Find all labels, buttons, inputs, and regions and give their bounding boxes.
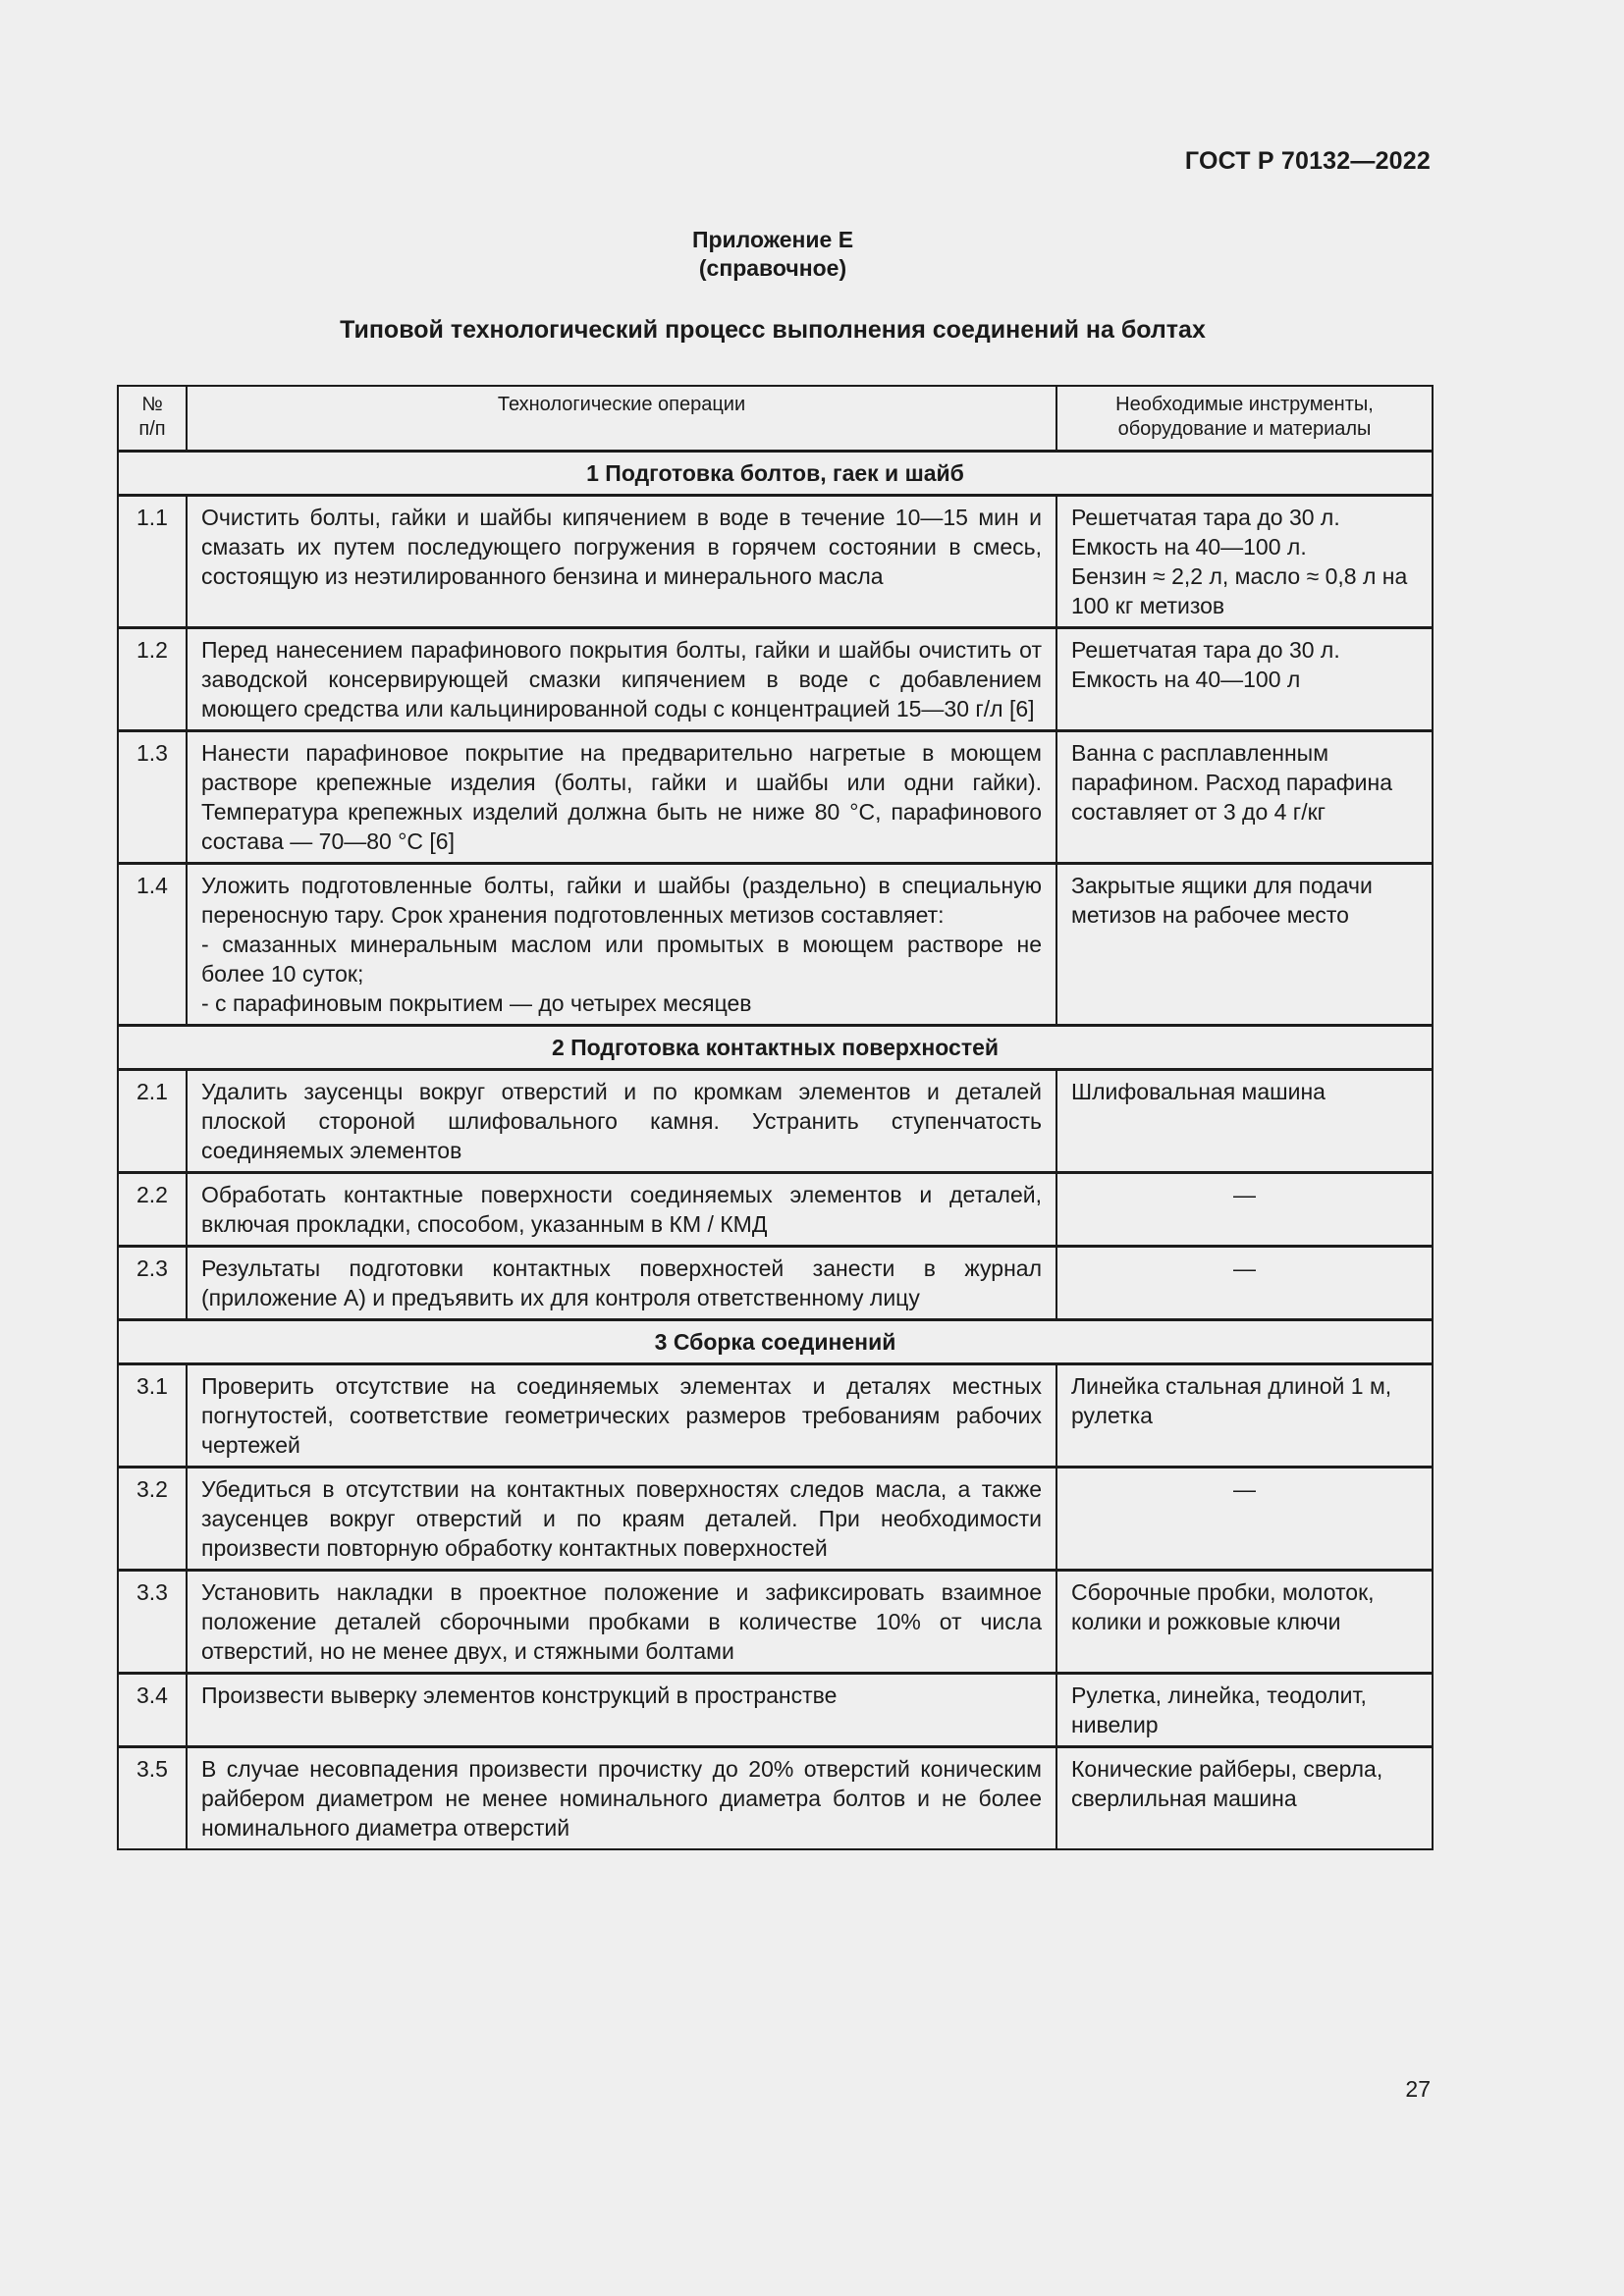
operation-cell	[187, 1468, 1056, 1571]
table-row	[118, 731, 1433, 864]
tools-text: —	[1233, 1255, 1256, 1281]
operation-text: Установить накладки в проектное положение и зафиксировать взаимное положение деталей сборочными пробками в количестве 10% от числа отверстий, но не менее двух, и стяжными болтами	[201, 1579, 1042, 1664]
table-row	[118, 628, 1433, 731]
operation-text: Перед нанесением парафинового покрытия болты, гайки и шайбы очистить от заводской консервирующей смазки кипячением в воде с добавлением моющего средства или кальцинированной соды с концентрацией 15—30 г/л [6]	[201, 637, 1042, 721]
row-number: 3.2	[118, 1468, 187, 1571]
tools-text: Закрытые ящики для подачи метизов на рабочее место	[1071, 873, 1373, 928]
tools-text: Сборочные пробки, молоток, колики и рожковые ключи	[1071, 1579, 1375, 1634]
operation-cell	[187, 1674, 1056, 1747]
section-title: 2 Подготовка контактных поверхностей	[118, 1026, 1433, 1070]
row-number: 2.1	[118, 1070, 187, 1173]
column-header-operations: Технологические операции	[187, 386, 1056, 452]
page-number: 27	[1405, 2076, 1431, 2102]
operation-cell	[187, 1247, 1056, 1320]
tools-text: Емкость на 40—100 л	[1071, 667, 1301, 692]
operation-cell	[187, 628, 1056, 731]
row-number: 3.4	[118, 1674, 187, 1747]
tools-cell	[1056, 864, 1433, 1026]
section-row	[118, 1320, 1433, 1364]
row-number: 1.4	[118, 864, 187, 1026]
column-header-tools: Необходимые инструменты, оборудование и материалы	[1056, 386, 1433, 452]
tools-cell	[1056, 1070, 1433, 1173]
table-row	[118, 496, 1433, 628]
row-number: 1.1	[118, 496, 187, 628]
tools-cell	[1056, 731, 1433, 864]
row-number: 3.1	[118, 1364, 187, 1468]
appendix-heading	[0, 226, 1545, 283]
tools-cell	[1056, 1674, 1433, 1747]
row-number: 1.3	[118, 731, 187, 864]
table-row	[118, 864, 1433, 1026]
appendix-subtitle: (справочное)	[698, 255, 847, 281]
table-row	[118, 1674, 1433, 1747]
operation-cell	[187, 1571, 1056, 1674]
operation-text: Удалить заусенцы вокруг отверстий и по кромкам элементов и деталей плоской стороной шлифовального камня. Устранить ступенчатость соединяемых элементов	[201, 1079, 1042, 1163]
operation-text: Нанести парафиновое покрытие на предварительно нагретые в моющем растворе крепежные изделия (болты, гайки и шайбы или одни гайки). Температура крепежных изделий должна быть не ниже 80 °С, парафинового состава — 70—80 °С [6]	[201, 740, 1042, 854]
column-header-num: № п/п	[118, 386, 187, 452]
tools-text: Шлифовальная машина	[1071, 1079, 1326, 1104]
table-row	[118, 1747, 1433, 1850]
tools-text: Ванна с расплавленным парафином. Расход парафина составляет от 3 до 4 г/кг	[1071, 740, 1392, 825]
document-code: ГОСТ Р 70132—2022	[1184, 147, 1431, 175]
operation-cell	[187, 1364, 1056, 1468]
row-number: 2.3	[118, 1247, 187, 1320]
row-number: 2.2	[118, 1173, 187, 1247]
operations-table	[117, 385, 1434, 1850]
section-row	[118, 1026, 1433, 1070]
table-row	[118, 1364, 1433, 1468]
row-number: 3.5	[118, 1747, 187, 1850]
operation-text: Очистить болты, гайки и шайбы кипячением в воде в течение 10—15 мин и смазать их путем последующего погружения в горячем состоянии в смесь, состоящую из неэтилированного бензина и минерального масла	[201, 505, 1042, 589]
tools-text: Решетчатая тара до 30 л.	[1071, 637, 1340, 663]
operation-text: Проверить отсутствие на соединяемых элементах и деталях местных погнутостей, соответствие геометрических размеров требованиям рабочих чертежей	[201, 1373, 1042, 1458]
section-row	[118, 452, 1433, 496]
tools-cell	[1056, 1747, 1433, 1850]
table-header-row	[118, 386, 1433, 452]
operation-text: В случае несовпадения произвести прочистку до 20% отверстий коническим райбером диаметром не менее номинального диаметра болтов и не более номинального диаметра отверстий	[201, 1756, 1042, 1841]
tools-text: Емкость на 40—100 л.	[1071, 534, 1307, 560]
table-row	[118, 1247, 1433, 1320]
table-row	[118, 1571, 1433, 1674]
tools-text: Рулетка, линейка, теодолит, нивелир	[1071, 1682, 1367, 1737]
tools-cell	[1056, 628, 1433, 731]
tools-text: —	[1233, 1182, 1256, 1207]
appendix-title: Приложение Е	[691, 227, 854, 252]
operation-cell	[187, 731, 1056, 864]
operation-cell	[187, 1173, 1056, 1247]
table-row	[118, 1468, 1433, 1571]
table-row	[118, 1173, 1433, 1247]
table-body	[118, 452, 1433, 1850]
operation-cell	[187, 864, 1056, 1026]
tools-text: Решетчатая тара до 30 л.	[1071, 505, 1340, 530]
tools-cell	[1056, 1173, 1433, 1247]
section-title: 1 Подготовка болтов, гаек и шайб	[118, 452, 1433, 496]
tools-cell	[1056, 1468, 1433, 1571]
section-title: 3 Сборка соединений	[118, 1320, 1433, 1364]
operation-cell	[187, 496, 1056, 628]
operation-cell	[187, 1070, 1056, 1173]
operation-text: Обработать контактные поверхности соединяемых элементов и деталей, включая прокладки, способом, указанным в КМ / КМД	[201, 1182, 1042, 1237]
operation-text: Уложить подготовленные болты, гайки и шайбы (раздельно) в специальную переносную тару. Срок хранения подготовленных метизов составляет:	[201, 873, 1042, 928]
operation-text: - смазанных минеральным маслом или промытых в моющем растворе не более 10 суток;	[201, 932, 1042, 987]
operation-text: Произвести выверку элементов конструкций в пространстве	[201, 1682, 838, 1708]
tools-text: Бензин ≈ 2,2 л, масло ≈ 0,8 л на 100 кг метизов	[1071, 563, 1408, 618]
tools-cell	[1056, 1571, 1433, 1674]
operation-cell	[187, 1747, 1056, 1850]
table-title: Типовой технологический процесс выполнения соединений на болтах	[340, 316, 1206, 344]
tools-text: Конические райберы, сверла, сверлильная машина	[1071, 1756, 1383, 1811]
operation-text: Результаты подготовки контактных поверхностей занести в журнал (приложение А) и предъявить их для контроля ответственному лицу	[201, 1255, 1042, 1310]
tools-cell	[1056, 1247, 1433, 1320]
row-number: 1.2	[118, 628, 187, 731]
operation-text: Убедиться в отсутствии на контактных поверхностях следов масла, а также заусенцев вокруг отверстий и по краям деталей. При необходимости произвести повторную обработку контактных поверхностей	[201, 1476, 1042, 1561]
tools-cell	[1056, 496, 1433, 628]
operation-text: - с парафиновым покрытием — до четырех месяцев	[201, 990, 752, 1016]
row-number: 3.3	[118, 1571, 187, 1674]
tools-text: Линейка стальная длиной 1 м, рулетка	[1071, 1373, 1392, 1428]
tools-text: —	[1233, 1476, 1256, 1502]
tools-cell	[1056, 1364, 1433, 1468]
table-row	[118, 1070, 1433, 1173]
